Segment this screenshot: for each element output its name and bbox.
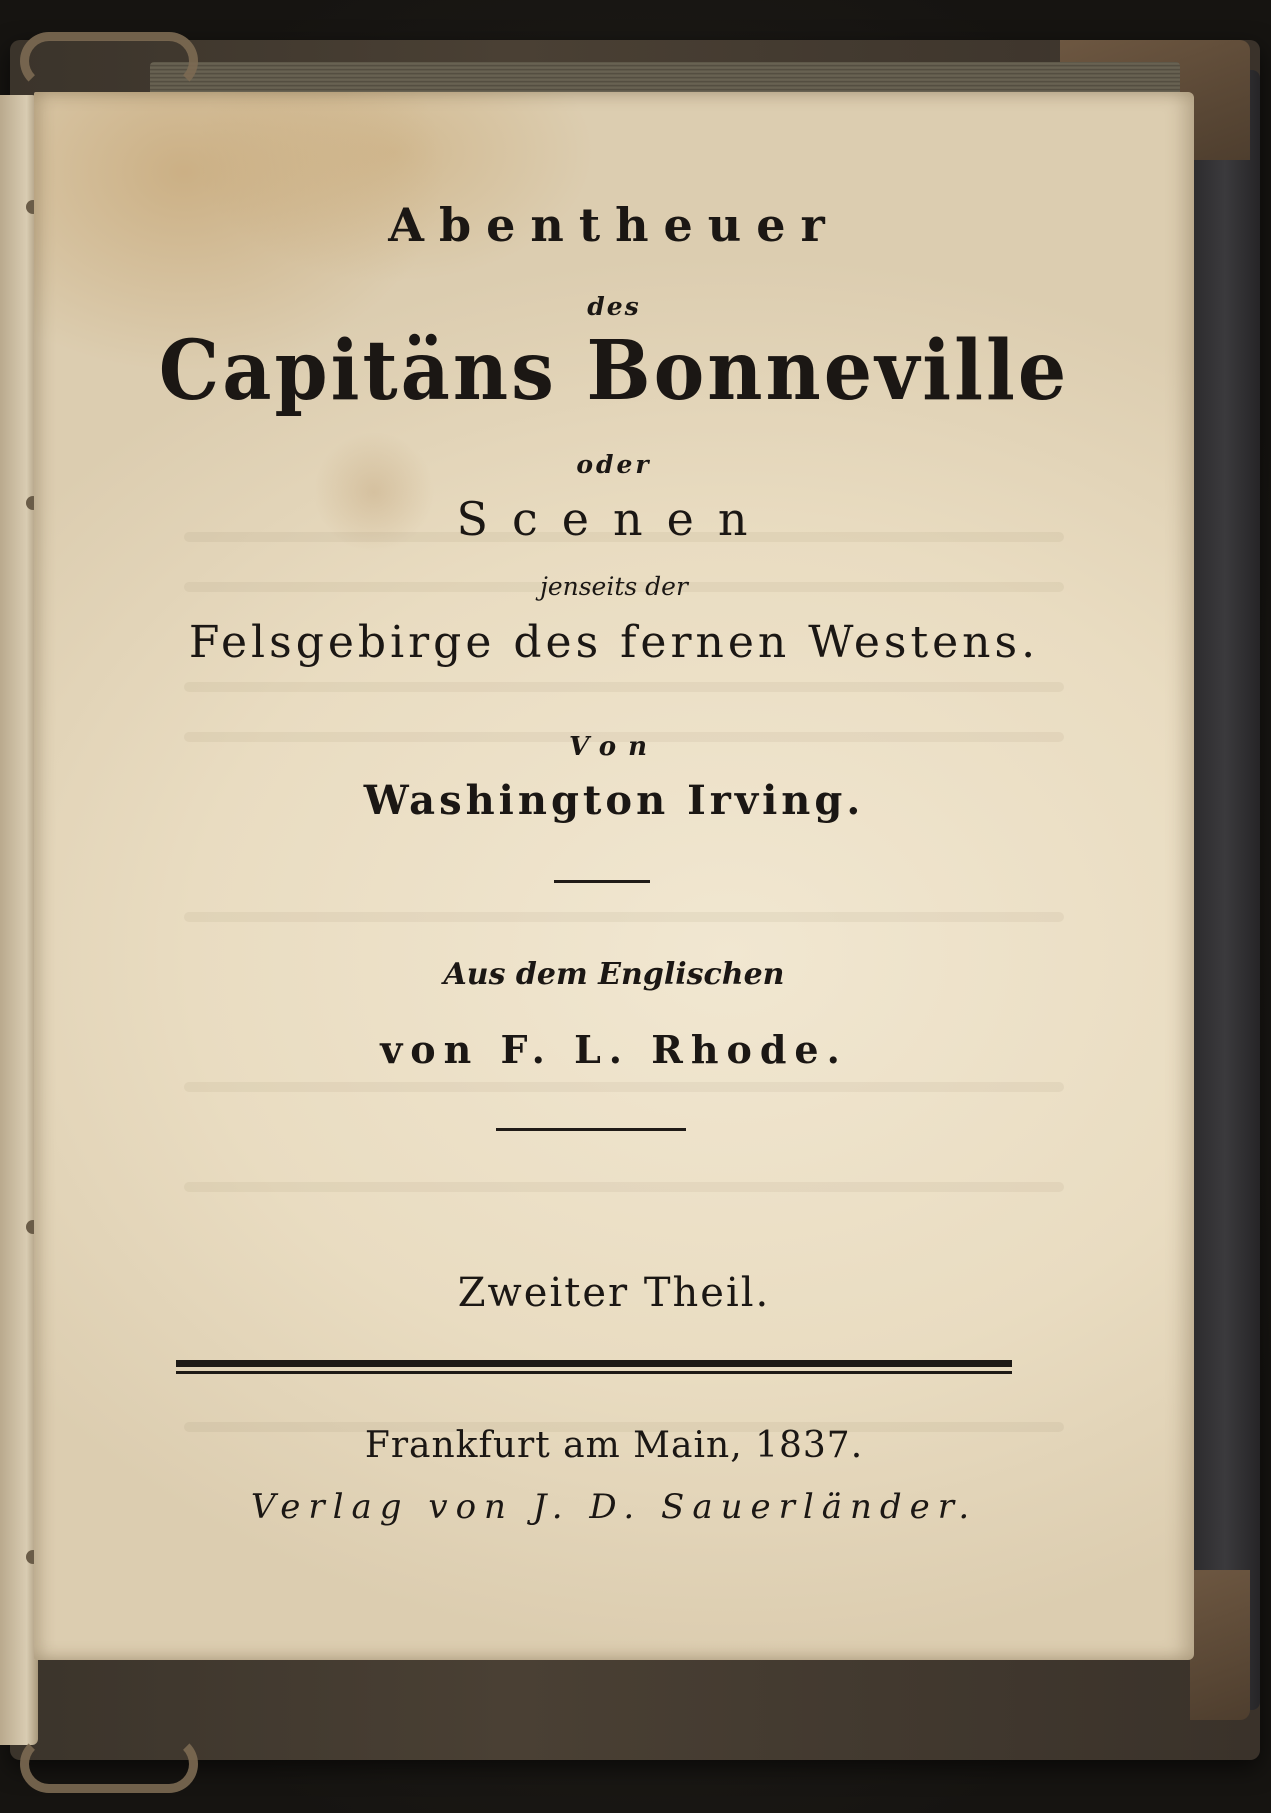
byline-prefix: Von	[568, 732, 660, 762]
title-page	[34, 92, 1194, 1660]
facing-page-edge	[0, 95, 38, 1745]
main-title: Capitäns Bonneville	[158, 322, 1070, 419]
author-name: Washington Irving.	[363, 777, 865, 824]
bleed-through	[184, 1182, 1064, 1192]
bleed-through	[184, 912, 1064, 922]
leather-corner-bottom	[1190, 1570, 1250, 1720]
divider-rule	[496, 1128, 686, 1131]
imprint-place-year: Frankfurt am Main, 1837.	[364, 1425, 864, 1466]
binding-thread-top	[20, 32, 198, 90]
volume-label: Zweiter Theil.	[457, 1270, 771, 1316]
divider-rule	[554, 880, 650, 883]
subtitle-jenseits: jenseits der	[540, 572, 688, 601]
bleed-through	[184, 1082, 1064, 1092]
double-rule	[176, 1360, 1012, 1374]
subtitle-felsgebirge: Felsgebirge des fernen Westens.	[188, 617, 1040, 668]
cover-edge	[1190, 70, 1260, 1710]
translation-note: Aus dem Englischen	[443, 957, 785, 992]
title-line-des: des	[587, 292, 641, 321]
translator-name: von F. L. Rhode.	[380, 1027, 848, 1072]
binding-thread-bottom	[20, 1735, 198, 1793]
bleed-through	[184, 682, 1064, 692]
subtitle-scenen: Scenen	[456, 492, 772, 546]
title-line-abentheuer: Abentheuer	[388, 198, 840, 252]
imprint-publisher: Verlag von J. D. Sauerländer.	[250, 1487, 978, 1527]
title-line-oder: oder	[576, 450, 652, 479]
